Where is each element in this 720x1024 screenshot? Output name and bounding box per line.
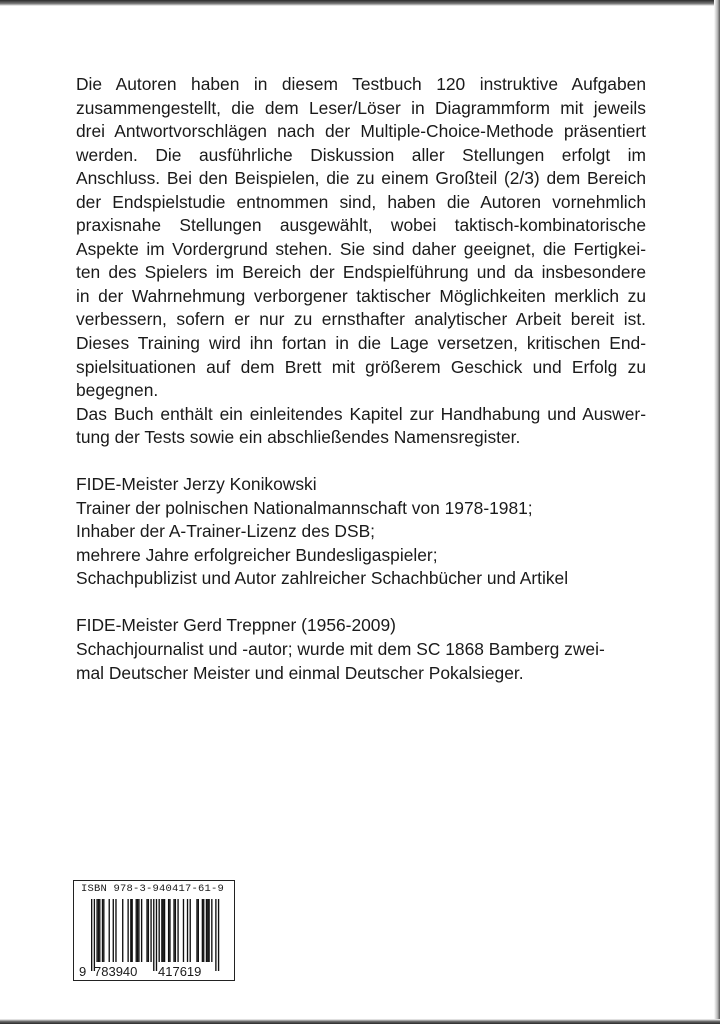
barcode-bar <box>207 899 208 962</box>
blurb-line: Anschluss. Bei den Beispielen, die zu einem Großteil (2/3) dem Bereich <box>76 168 646 189</box>
barcode-bar <box>196 899 197 962</box>
author-treppner-bio <box>76 614 646 685</box>
blurb-line: spielsituationen auf dem Brett mit größerem Geschick und Erfolg zu <box>76 356 646 377</box>
author-bio-line: mal Deutscher Meister und einmal Deutscher Pokalsieger. <box>76 662 524 683</box>
barcode-bar <box>169 899 170 962</box>
barcode-bar <box>211 899 212 962</box>
barcode-bar <box>190 899 191 962</box>
author-name: FIDE-Meister Gerd Treppner (1956-2009) <box>76 615 396 636</box>
barcode-bar <box>163 899 164 962</box>
author-bio-line: mehrere Jahre erfolgreicher Bundesligaspieler; <box>76 544 438 565</box>
barcode-bar <box>208 899 209 962</box>
blurb-line: begegnen. <box>76 380 159 401</box>
barcode-bar <box>122 899 123 962</box>
barcode-bar <box>183 899 184 962</box>
author-bio-line: Schachjournalist und -autor; wurde mit dem SC 1868 Bamberg zwei- <box>76 639 605 660</box>
author-name: FIDE-Meister Jerzy Konikowski <box>76 474 317 495</box>
barcode-bar <box>177 899 178 962</box>
ean-first-digit: 9 <box>79 964 87 979</box>
blurb-paragraph <box>76 73 646 450</box>
author-bio-line: Schachpublizist und Autor zahlreicher Schachbücher und Artikel <box>76 568 569 589</box>
barcode-bar <box>94 899 95 971</box>
barcode-bar <box>102 899 103 962</box>
barcode-bar <box>146 899 147 962</box>
barcode-bar <box>113 899 114 962</box>
barcode-bar <box>159 899 160 962</box>
barcode-bar <box>127 899 128 962</box>
barcode-bar <box>99 899 100 962</box>
barcode-bar <box>156 899 157 971</box>
barcode-bar <box>161 899 162 962</box>
back-cover-text <box>76 73 646 685</box>
blurb-line: tung der Tests sowie ein abschließendes Namensregister. <box>76 427 521 448</box>
cover-right-edge <box>714 0 720 1024</box>
author-konikowski-bio <box>76 473 646 591</box>
cover-top-edge <box>0 0 720 6</box>
barcode-bar <box>173 899 174 962</box>
blurb-line: Dieses Training wird ihn fortan in die Lage versetzen, kritischen End- <box>76 333 646 354</box>
barcode-bar <box>91 899 92 971</box>
barcode-bar <box>96 899 97 962</box>
ean-right-group: 417619 <box>158 964 202 979</box>
barcode-bar <box>198 899 199 962</box>
blurb-line: Das Buch enthält ein einleitendes Kapitel zur Handhabung und Auswer- <box>76 403 646 424</box>
barcode-bar <box>138 899 139 962</box>
blurb-line: in der Wahrnehmung verborgener taktischer Möglichkeiten merklich zu <box>76 285 646 306</box>
barcode-bar <box>136 899 137 962</box>
barcode-bar <box>218 899 219 971</box>
barcode-bar <box>215 899 216 971</box>
barcode-bar <box>206 899 207 962</box>
barcode-bar <box>175 899 176 962</box>
barcode-bar <box>203 899 204 962</box>
barcode-bar <box>141 899 142 962</box>
author-bio-line: Inhaber der A-Trainer-Lizenz des DSB; <box>76 521 376 542</box>
barcode-bars <box>74 881 234 980</box>
barcode-bar <box>153 899 154 971</box>
isbn-label: ISBN 978-3-940417-61-9 <box>81 883 225 895</box>
barcode-bar <box>109 899 110 962</box>
barcode-bar <box>187 899 188 962</box>
cover-bottom-edge <box>0 1019 720 1024</box>
barcode-bar <box>168 899 169 962</box>
blurb-line: drei Antwortvorschlägen nach der Multiple-Choice-Methode präsentiert <box>76 121 646 142</box>
barcode-bar <box>164 899 165 962</box>
blurb-line: Die Autoren haben in diesem Testbuch 120 instruktive Aufgaben <box>76 74 646 94</box>
barcode-bar <box>202 899 203 962</box>
blurb-line: Aspekte im Vordergrund stehen. Sie sind daher geeignet, die Fertigkei- <box>76 238 646 259</box>
blurb-line: verbessern, sofern er nur zu ernsthafter analytischer Arbeit bereit ist. <box>76 309 646 330</box>
isbn-barcode <box>73 880 235 981</box>
blurb-line: werden. Die ausführliche Diskussion aller Stellungen erfolgt im <box>76 144 646 165</box>
barcode-bar <box>98 899 99 962</box>
barcode-bar <box>103 899 104 962</box>
blurb-line: der Endspielstudie entnommen sind, haben die Autoren vornehmlich <box>76 191 646 212</box>
blurb-line: zusammengestellt, die dem Leser/Löser in Diagrammform mit jeweils <box>76 97 646 118</box>
barcode-bar <box>148 899 149 962</box>
author-bio-line: Trainer der polnischen Nationalmannschaft von 1978-1981; <box>76 497 533 518</box>
blurb-line: ten des Spielers im Bereich der Endspielführung und da insbesondere <box>76 262 646 283</box>
barcode-bar <box>115 899 116 962</box>
barcode-bar <box>137 899 138 962</box>
barcode-bar <box>130 899 131 962</box>
ean-left-group: 783940 <box>94 964 138 979</box>
blurb-line: praxisnahe Stellungen ausgewählt, wobei taktisch-kombinatorische <box>76 215 646 236</box>
barcode-bar <box>132 899 133 962</box>
barcode-bar <box>150 899 151 962</box>
